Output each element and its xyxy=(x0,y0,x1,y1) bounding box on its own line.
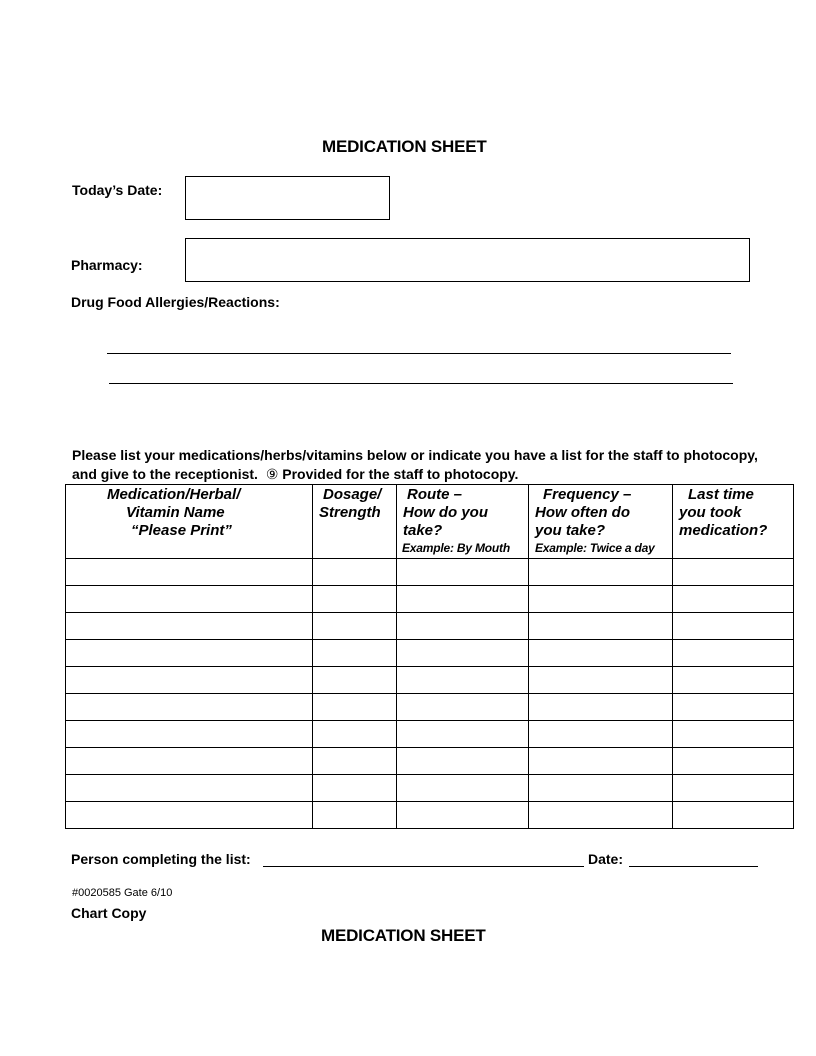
cell-dosage[interactable] xyxy=(313,586,397,613)
table-row xyxy=(66,775,794,802)
cell-last-time[interactable] xyxy=(673,667,794,694)
cell-dosage[interactable] xyxy=(313,559,397,586)
instructions-line-1: Please list your medications/herbs/vitamins below or indicate you have a list for the staff to photocopy, xyxy=(72,447,758,463)
header-line: “Please Print” xyxy=(131,522,232,539)
person-completing-label: Person completing the list: xyxy=(71,851,251,867)
cell-medication-name[interactable] xyxy=(66,640,313,667)
cell-medication-name[interactable] xyxy=(66,613,313,640)
cell-route[interactable] xyxy=(397,559,529,586)
table-row xyxy=(66,667,794,694)
header-example: Example: By Mouth xyxy=(402,541,510,555)
header-example: Example: Twice a day xyxy=(535,541,655,555)
cell-medication-name[interactable] xyxy=(66,559,313,586)
table-row xyxy=(66,721,794,748)
checkbox-symbol-icon[interactable]: ⑨ xyxy=(265,466,279,482)
header-line: medication? xyxy=(679,522,768,539)
header-line: Medication/Herbal/ xyxy=(107,486,241,503)
cell-last-time[interactable] xyxy=(673,748,794,775)
header-line: Vitamin Name xyxy=(126,504,225,521)
cell-frequency[interactable] xyxy=(529,559,673,586)
header-line: How often do xyxy=(535,504,630,521)
todays-date-field[interactable] xyxy=(185,176,390,220)
cell-medication-name[interactable] xyxy=(66,586,313,613)
cell-frequency[interactable] xyxy=(529,721,673,748)
cell-last-time[interactable] xyxy=(673,775,794,802)
cell-route[interactable] xyxy=(397,802,529,829)
cell-dosage[interactable] xyxy=(313,775,397,802)
header-line: How do you xyxy=(403,504,488,521)
cell-route[interactable] xyxy=(397,721,529,748)
cell-frequency[interactable] xyxy=(529,613,673,640)
table-row xyxy=(66,586,794,613)
cell-last-time[interactable] xyxy=(673,613,794,640)
cell-medication-name[interactable] xyxy=(66,748,313,775)
instructions-line-2-prefix: and give to the receptionist. xyxy=(72,466,258,482)
table-row xyxy=(66,748,794,775)
cell-route[interactable] xyxy=(397,667,529,694)
header-medication-name xyxy=(66,485,313,559)
instructions-line-2 xyxy=(72,465,518,484)
header-line: Strength xyxy=(319,504,381,521)
cell-dosage[interactable] xyxy=(313,694,397,721)
table-row xyxy=(66,802,794,829)
header-line: you take? xyxy=(535,522,606,539)
chart-copy-label: Chart Copy xyxy=(71,905,147,921)
cell-frequency[interactable] xyxy=(529,640,673,667)
cell-dosage[interactable] xyxy=(313,613,397,640)
header-frequency xyxy=(529,485,673,559)
cell-route[interactable] xyxy=(397,694,529,721)
cell-last-time[interactable] xyxy=(673,694,794,721)
cell-dosage[interactable] xyxy=(313,748,397,775)
cell-route[interactable] xyxy=(397,613,529,640)
table-header-row xyxy=(66,485,794,559)
todays-date-label: Today’s Date: xyxy=(72,182,163,198)
cell-dosage[interactable] xyxy=(313,802,397,829)
instructions-line-2-suffix: Provided for the staff to photocopy. xyxy=(282,466,519,482)
cell-route[interactable] xyxy=(397,748,529,775)
pharmacy-field[interactable] xyxy=(185,238,750,282)
header-line: you took xyxy=(679,504,742,521)
cell-medication-name[interactable] xyxy=(66,775,313,802)
table-row xyxy=(66,559,794,586)
form-number: #0020585 Gate 6/10 xyxy=(72,887,173,899)
pharmacy-label: Pharmacy: xyxy=(71,257,143,273)
header-line: Last time xyxy=(688,486,754,503)
footer-date-field[interactable] xyxy=(629,852,758,867)
cell-route[interactable] xyxy=(397,586,529,613)
allergies-label: Drug Food Allergies/Reactions: xyxy=(71,294,280,310)
cell-last-time[interactable] xyxy=(673,559,794,586)
cell-frequency[interactable] xyxy=(529,802,673,829)
cell-last-time[interactable] xyxy=(673,586,794,613)
person-completing-field[interactable] xyxy=(263,852,584,867)
cell-last-time[interactable] xyxy=(673,640,794,667)
header-line: Frequency – xyxy=(543,486,632,503)
cell-medication-name[interactable] xyxy=(66,694,313,721)
cell-frequency[interactable] xyxy=(529,667,673,694)
footer-date-label: Date: xyxy=(588,851,624,867)
header-line: take? xyxy=(403,522,443,539)
cell-medication-name[interactable] xyxy=(66,721,313,748)
cell-frequency[interactable] xyxy=(529,775,673,802)
header-line: Route – xyxy=(407,486,463,503)
table-row xyxy=(66,694,794,721)
header-route xyxy=(397,485,529,559)
cell-frequency[interactable] xyxy=(529,586,673,613)
header-line: Dosage/ xyxy=(323,486,382,503)
cell-route[interactable] xyxy=(397,775,529,802)
allergies-line-2[interactable] xyxy=(109,383,733,384)
medication-table xyxy=(65,484,794,829)
cell-medication-name[interactable] xyxy=(66,802,313,829)
cell-last-time[interactable] xyxy=(673,802,794,829)
cell-frequency[interactable] xyxy=(529,694,673,721)
table-row xyxy=(66,613,794,640)
cell-dosage[interactable] xyxy=(313,640,397,667)
cell-medication-name[interactable] xyxy=(66,667,313,694)
cell-dosage[interactable] xyxy=(313,667,397,694)
cell-dosage[interactable] xyxy=(313,721,397,748)
bottom-title: MEDICATION SHEET xyxy=(321,926,486,945)
cell-last-time[interactable] xyxy=(673,721,794,748)
header-dosage xyxy=(313,485,397,559)
page-title: MEDICATION SHEET xyxy=(322,137,487,156)
cell-frequency[interactable] xyxy=(529,748,673,775)
table-row xyxy=(66,640,794,667)
allergies-line-1[interactable] xyxy=(107,353,731,354)
cell-route[interactable] xyxy=(397,640,529,667)
header-last-time xyxy=(673,485,794,559)
